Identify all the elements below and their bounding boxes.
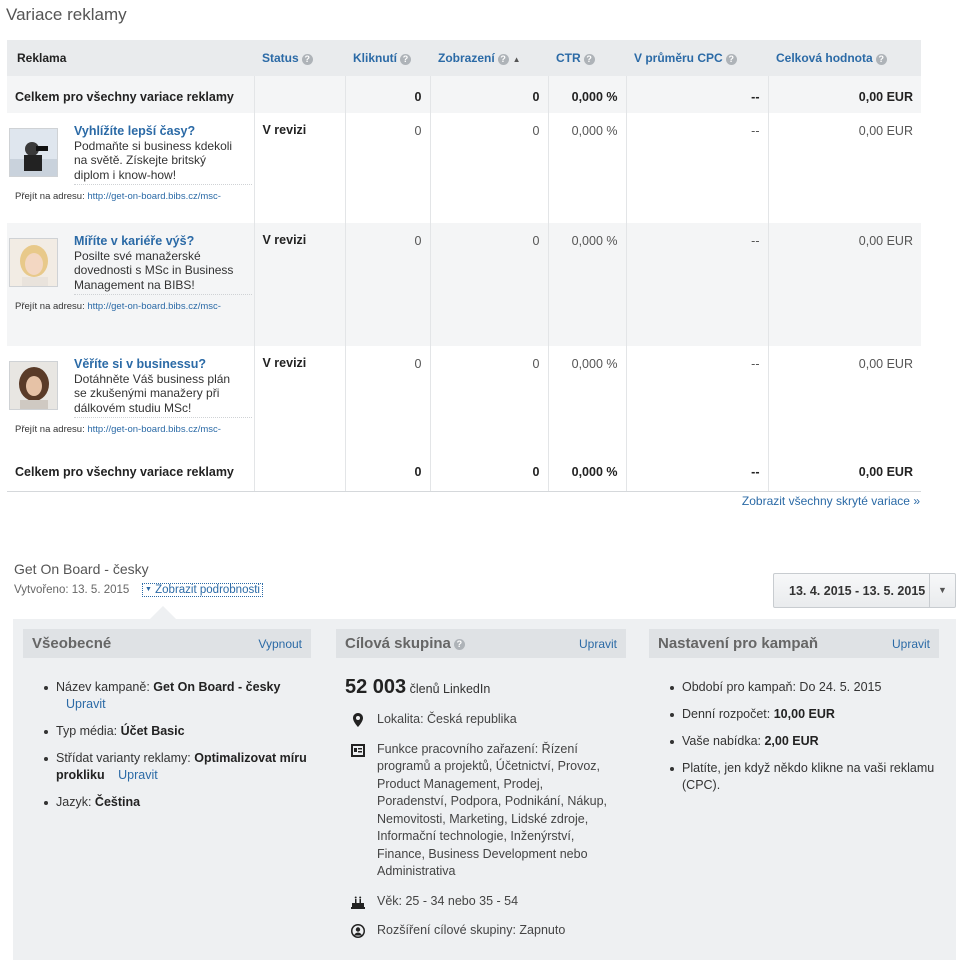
col-header-total[interactable]: Celková hodnota ?: [768, 40, 921, 76]
general-section: [23, 629, 311, 821]
total-avg-cpc: --: [626, 453, 768, 491]
campaign-period-item: Období pro kampaň: Do 24. 5. 2015: [649, 679, 939, 696]
ad-title-link[interactable]: Vyhlížíte lepší časy?: [74, 124, 196, 138]
edit-target-button[interactable]: Upravit: [578, 637, 617, 651]
clicks-cell: 0: [345, 223, 430, 346]
ad-url: Přejít na adresu: http://get-on-board.bibs.cz/msc-: [15, 424, 221, 435]
col-header-ctr[interactable]: CTR ?: [548, 40, 626, 76]
status-badge: V revizi: [254, 346, 345, 453]
total-impressions: 0: [430, 453, 548, 491]
section-heading: Všeobecné: [32, 635, 112, 652]
total-ctr: 0,000 %: [548, 76, 626, 113]
rotate-variations-item: Střídat varianty reklamy: Optimalizovat míru prokliku Upravit: [23, 750, 311, 784]
show-hidden-variations-link[interactable]: Zobrazit všechny skryté variace »: [741, 494, 920, 508]
total-cell: 0,00 EUR: [768, 346, 921, 453]
media-type-item: Typ média: Účet Basic: [23, 723, 311, 740]
ad-url: Přejít na adresu: http://get-on-board.bibs.cz/msc-: [15, 301, 221, 312]
total-impressions: 0: [430, 76, 548, 113]
col-header-clicks[interactable]: Kliknutí ?: [345, 40, 430, 76]
col-header-impressions[interactable]: Zobrazení ? ▲: [430, 40, 548, 76]
date-range-label: 13. 4. 2015 - 13. 5. 2015: [789, 584, 926, 598]
table-row: [7, 223, 921, 346]
clicks-cell: 0: [345, 346, 430, 453]
age-icon: [350, 894, 366, 910]
table-row: [7, 113, 921, 223]
avg-cpc-cell: --: [626, 346, 768, 453]
total-row: [7, 76, 921, 113]
total-value: 0,00 EUR: [768, 76, 921, 113]
sort-asc-icon[interactable]: ▲: [512, 55, 521, 64]
ad-thumbnail: [9, 128, 58, 177]
status-badge: V revizi: [254, 113, 345, 223]
help-icon[interactable]: ?: [498, 54, 509, 65]
ctr-cell: 0,000 %: [548, 223, 626, 346]
ad-thumbnail: [9, 361, 58, 410]
total-value: 0,00 EUR: [768, 453, 921, 491]
total-clicks: 0: [345, 453, 430, 491]
total-clicks: 0: [345, 76, 430, 113]
turn-off-button[interactable]: Vypnout: [258, 637, 302, 651]
help-icon[interactable]: ?: [726, 54, 737, 65]
date-range-button[interactable]: [773, 573, 956, 608]
location-pin-icon: [350, 712, 366, 728]
cpc-note-item: Platíte, jen když někdo klikne na vaši reklamu (CPC).: [649, 760, 939, 794]
ad-body: Dotáhněte Váš business plán se zkušenými manažery při dálkovém studiu MSc!: [74, 371, 231, 415]
impressions-cell: 0: [430, 223, 548, 346]
chevron-down-icon[interactable]: ▼: [929, 574, 955, 607]
location-item: Lokalita: Česká republika: [336, 711, 616, 729]
ad-title-link[interactable]: Míříte v kariéře výš?: [74, 234, 195, 248]
ad-url: Přejít na adresu: http://get-on-board.bibs.cz/msc-: [15, 191, 221, 202]
ad-preview[interactable]: [7, 113, 254, 223]
caret-down-icon: ▼: [145, 586, 152, 593]
ad-url-link[interactable]: http://get-on-board.bibs.cz/msc-: [87, 301, 221, 312]
total-label: Celkem pro všechny variace reklamy: [7, 76, 254, 113]
ctr-cell: 0,000 %: [548, 113, 626, 223]
table-row: [7, 346, 921, 453]
campaign-name-item: Název kampaně: Get On Board - česky Upravit: [23, 679, 311, 713]
col-header-status[interactable]: Status ?: [254, 40, 345, 76]
show-details-toggle[interactable]: ▼ Zobrazit podrobnosti: [142, 583, 263, 597]
total-avg-cpc: --: [626, 76, 768, 113]
avg-cpc-cell: --: [626, 113, 768, 223]
ad-url-link[interactable]: http://get-on-board.bibs.cz/msc-: [87, 424, 221, 435]
total-cell: 0,00 EUR: [768, 223, 921, 346]
ad-body: Podmaňte si business kdekoli na světě. Získejte britský diplom i know-how!: [74, 138, 233, 182]
edit-settings-button[interactable]: Upravit: [891, 637, 930, 651]
language-item: Jazyk: Čeština: [23, 794, 311, 811]
job-function-item: Funkce pracovního zařazení: Řízení programů a projektů, Účetnictví, Provoz, Product Management, Prodej, Poradenství, Podpora, Podnikání, Nákup, Nemovitosti, Marketing, Lidské zdroje, Informační technologie, Inženýrství, Finance, Business Development nebo Administrativa: [336, 741, 616, 881]
col-header-avg-cpc[interactable]: V průměru CPC ?: [626, 40, 768, 76]
audience-expansion-icon: [350, 923, 366, 939]
ad-preview[interactable]: [7, 223, 254, 346]
audience-expansion-item: Rozšíření cílové skupiny: Zapnuto: [336, 922, 616, 940]
ad-thumbnail: [9, 238, 58, 287]
bid-item: Vaše nabídka: 2,00 EUR: [649, 733, 939, 750]
campaign-created-date: Vytvořeno: 13. 5. 2015: [14, 584, 130, 596]
edit-name-link[interactable]: Upravit: [66, 697, 106, 711]
ad-body: Posilte své manažerské dovednosti s MSc in Business Management na BIBS!: [74, 248, 234, 292]
col-header-ad: Reklama: [7, 40, 254, 76]
help-icon[interactable]: ?: [400, 54, 411, 65]
avg-cpc-cell: --: [626, 223, 768, 346]
impressions-cell: 0: [430, 346, 548, 453]
status-badge: V revizi: [254, 223, 345, 346]
edit-rotation-link[interactable]: Upravit: [118, 768, 158, 782]
section-heading: Cílová skupina: [345, 635, 451, 652]
job-function-icon: [350, 742, 366, 758]
campaign-name: Get On Board - česky: [14, 561, 149, 577]
ctr-cell: 0,000 %: [548, 346, 626, 453]
help-icon[interactable]: ?: [584, 54, 595, 65]
campaign-settings-section: [649, 629, 939, 804]
total-label: Celkem pro všechny variace reklamy: [7, 453, 254, 491]
age-item: Věk: 25 - 34 nebo 35 - 54: [336, 893, 616, 911]
total-ctr: 0,000 %: [548, 453, 626, 491]
impressions-cell: 0: [430, 113, 548, 223]
total-row-bottom: [7, 453, 921, 491]
ad-url-link[interactable]: http://get-on-board.bibs.cz/msc-: [87, 191, 221, 202]
clicks-cell: 0: [345, 113, 430, 223]
help-icon[interactable]: ?: [302, 54, 313, 65]
ad-title-link[interactable]: Věříte si v businessu?: [74, 357, 206, 371]
total-cell: 0,00 EUR: [768, 113, 921, 223]
section-heading: Nastavení pro kampaň: [658, 635, 819, 652]
page-title: Variace reklamy: [6, 5, 127, 24]
help-icon[interactable]: ?: [454, 639, 465, 650]
help-icon[interactable]: ?: [876, 54, 887, 65]
daily-budget-item: Denní rozpočet: 10,00 EUR: [649, 706, 939, 723]
target-audience-section: [336, 629, 626, 940]
audience-size: 52 003 členů LinkedIn: [345, 676, 491, 698]
campaign-details-panel: [13, 619, 956, 960]
ad-variations-table: [7, 40, 921, 492]
ad-preview[interactable]: [7, 346, 254, 453]
